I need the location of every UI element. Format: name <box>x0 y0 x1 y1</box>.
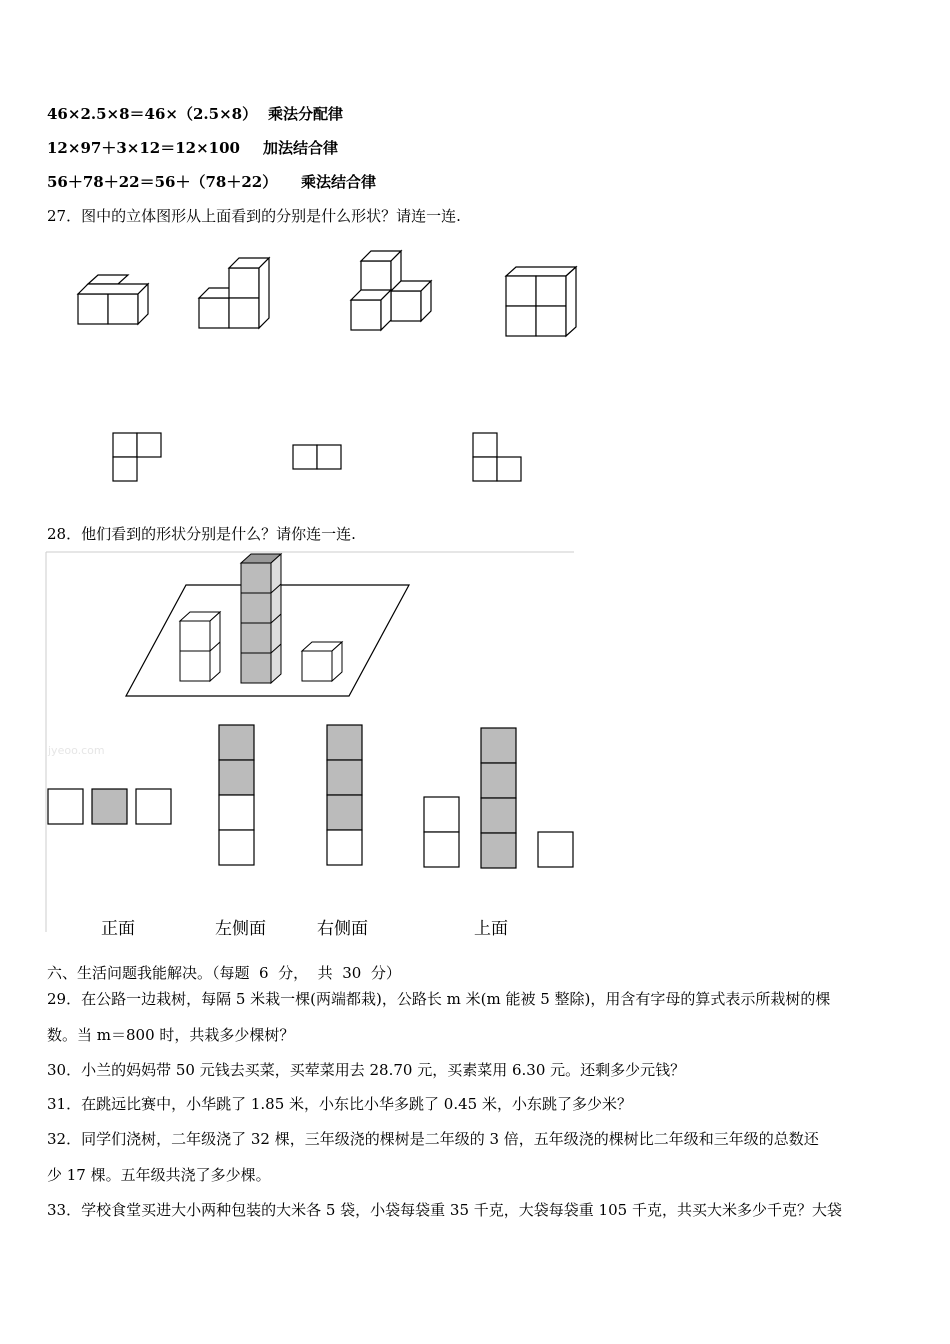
view-front <box>48 789 171 824</box>
solid-c <box>351 251 431 330</box>
question-32-line-1: 32．同学们浇树，二年级浇了 32 棵，三年级浇的棵树是二年级的 3 倍，五年级浇的棵树比二年级和三年级的总数还 <box>47 1130 819 1148</box>
solid-b <box>199 258 269 328</box>
top-view-3 <box>473 433 521 481</box>
question-27: 27．图中的立体图形从上面看到的分别是什么形状？请连一连. <box>47 207 461 225</box>
view-left <box>219 725 254 865</box>
question-32-line-2: 少 17 棵。五年级共浇了多少棵。 <box>47 1166 271 1184</box>
question-33: 33．学校食堂买进大小两种包装的大米各 5 袋，小袋每袋重 35 千克，大袋每袋重 105 千克，共买大米多少千克？大袋 <box>47 1201 842 1219</box>
question-31: 31．在跳远比赛中，小华跳了 1.85 米，小东比小华多跳了 0.45 米，小东跳了多少米？ <box>47 1095 632 1113</box>
svg-text:jyeoo.com: jyeoo.com <box>48 744 105 757</box>
platform <box>126 585 409 696</box>
view-right <box>327 725 362 865</box>
single-cube <box>302 642 342 681</box>
solid-a <box>78 275 148 324</box>
top-view-1 <box>113 433 161 481</box>
expr-row-3: 56＋78＋22＝56＋（78＋22） <box>47 173 278 191</box>
expr-row-2: 12×97＋3×12＝12×100 <box>47 139 240 157</box>
stack-four <box>241 554 281 683</box>
question-28: 28．他们看到的形状分别是什么？请你连一连. <box>47 525 356 543</box>
top-view-2 <box>293 445 341 469</box>
law-label-2: 加法结合律 <box>263 139 339 157</box>
law-label-1: 乘法分配律 <box>268 105 344 123</box>
view-label-top: 上面 <box>474 919 508 939</box>
view-label-front: 正面 <box>101 919 135 939</box>
view-label-left: 左侧面 <box>215 919 266 939</box>
question-29-line-2: 数。当 m＝800 时，共栽多少棵树？ <box>47 1026 295 1044</box>
question-29-line-1: 29．在公路一边栽树，每隔 5 米栽一棵(两端都栽)，公路长 m 米(m 能被 5 整除)，用含有字母的算式表示所栽树的棵 <box>47 990 831 1008</box>
question-30: 30．小兰的妈妈带 50 元钱去买菜，买荤菜用去 28.70 元，买素菜用 6.30 元。还剩多少元钱？ <box>47 1061 686 1079</box>
expr-row-1: 46×2.5×8＝46×（2.5×8） <box>47 105 258 123</box>
solid-d <box>506 267 576 336</box>
section-6-title: 六、生活问题我能解决。（每题 6 分， 共 30 分） <box>47 964 401 982</box>
stack-two <box>180 612 220 681</box>
view-top <box>424 728 573 868</box>
law-label-3: 乘法结合律 <box>301 173 377 191</box>
view-label-right: 右侧面 <box>317 919 368 939</box>
